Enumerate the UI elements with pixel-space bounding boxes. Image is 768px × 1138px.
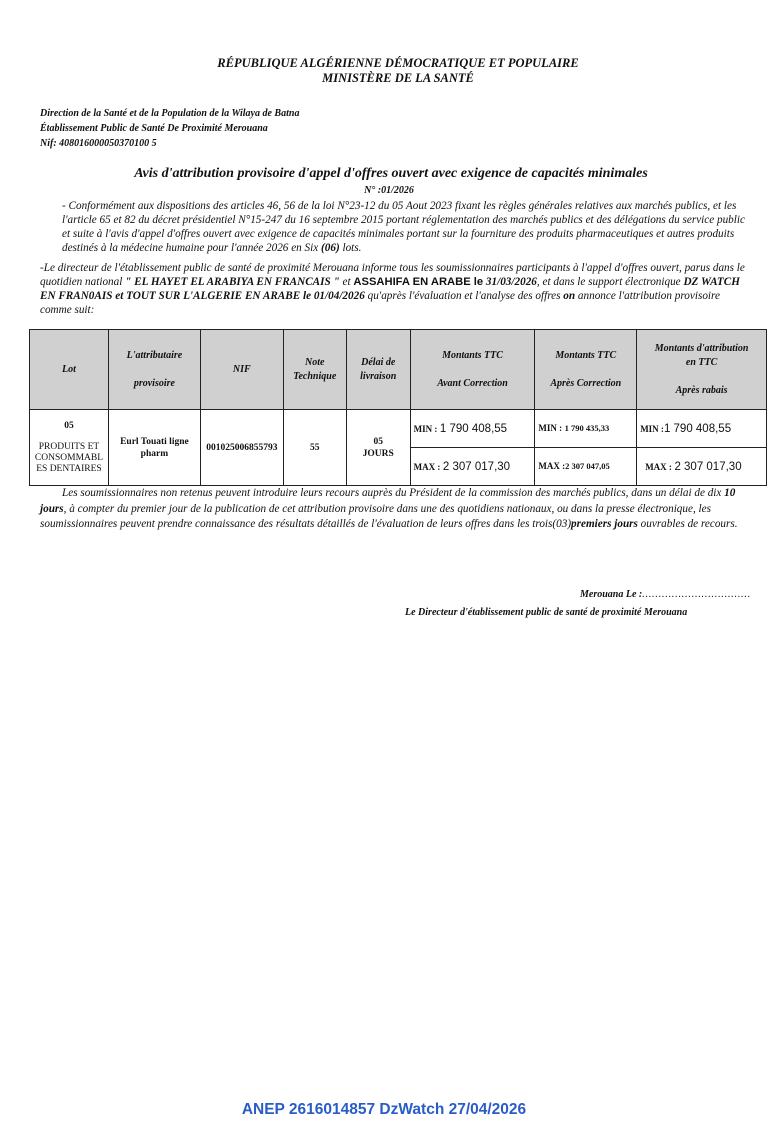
- header-avant-correction: Montants TTC Avant Correction: [410, 330, 535, 410]
- header-lot: Lot: [30, 330, 109, 410]
- p2-et-1: et: [339, 276, 354, 288]
- notice-title: Avis d'attribution provisoire d'appel d'offres ouvert avec exigence de capacités minimales: [134, 166, 648, 181]
- p2-newspaper-1: " EL HAYET EL ARABIYA EN FRANCAIS ": [125, 276, 340, 288]
- p2-text-b: dans le support électronique: [550, 276, 684, 288]
- cell-apres-min: MIN : 1 790 435,33: [535, 410, 637, 448]
- cell-avant-max: MAX : 2 307 017,30: [410, 448, 535, 486]
- signature-director: Le Directeur d'établissement public de santé de proximité Merouana: [405, 607, 688, 618]
- recourse-first-days: premiers jours: [571, 518, 638, 530]
- cell-delai: 05 JOURS: [346, 410, 410, 486]
- lot-name: PRODUITS ET CONSOMMABL ES DENTAIRES: [34, 441, 104, 474]
- header-delai: Délai de livraison: [346, 330, 410, 410]
- table-header-row: [30, 330, 767, 410]
- p2-newspaper-4: et TOUT SUR L'ALGERIE EN ARABE le 01/04/2026: [112, 290, 365, 302]
- footer-anep-reference: ANEP 2616014857 DzWatch 27/04/2026: [241, 1101, 527, 1118]
- cell-lot: [30, 410, 109, 486]
- cell-attributaire: Eurl Touati ligne pharm: [108, 410, 200, 486]
- p1-text: - Conformément aux dispositions des articles 46, 56 de la loi N°23-12 du 05 Aout 2023 fixant les règles générales relatives aux marchés publics, et les l'article 65 et 82 du décret présidentiel N°15-247 du 16 septembre 2015 portant réglementation des marchés publics et des délégations du service public et suite à l'avis d'appel d'offres ouvert avec exigence de capacités minimales portant sur la fourniture des produits pharmaceutiques et autres produits destinés à la médecine humaine pour l'année 2026 en Six: [62, 200, 745, 254]
- recourse-days: 10 jours: [40, 487, 736, 515]
- paragraph-publication: [40, 261, 752, 317]
- cell-apres-max: MAX :2 307 047,05: [535, 448, 637, 486]
- header-republic: RÉPUBLIQUE ALGÉRIENNE DÉMOCRATIQUE ET POPULAIRE: [217, 56, 579, 70]
- issuer-nif: Nif: 408016000050370100 5: [40, 138, 157, 149]
- p2-et-2: , et: [536, 276, 551, 288]
- p2-newspaper-2: ASSAHIFA EN ARABE le: [353, 276, 484, 288]
- issuer-establishment: Établissement Public de Santé De Proximité Merouana: [40, 123, 268, 134]
- notice-number: N° :01/2026: [364, 185, 414, 196]
- p2-text-c: qu'après l'évaluation et l'analyse des offres: [364, 290, 564, 302]
- cell-nif: 001025006855793: [200, 410, 283, 486]
- cell-rabais-min: MIN :1 790 408,55: [637, 410, 767, 448]
- header-nif: NIF: [200, 330, 283, 410]
- p1-end: lots.: [339, 242, 362, 254]
- issuer-block: [40, 106, 299, 151]
- p1-lots-count: (06): [321, 242, 340, 254]
- p2-text-d: annonce l'attribution provisoire comme suit:: [40, 290, 720, 316]
- header-ministry: MINISTÈRE DE LA SANTÉ: [322, 71, 474, 85]
- header-note: Note Technique: [283, 330, 346, 410]
- cell-avant-min: MIN : 1 790 408,55: [410, 410, 535, 448]
- attribution-table: [29, 329, 767, 486]
- cell-rabais-max: MAX : 2 307 017,30: [637, 448, 767, 486]
- p2-text-a: -Le directeur de l'établissement public de santé de proximité Merouana informe tous les soumissionnaires participants à l'appel d'offres ouvert, parus dans le quotidien national: [40, 262, 745, 288]
- issuer-direction: Direction de la Santé et de la Population de la Wilaya de Batna: [40, 108, 300, 119]
- p2-on: on: [563, 290, 576, 302]
- signature-place-date: Merouana Le :……………………………: [580, 589, 752, 600]
- header-apres-correction: Montants TTC Après Correction: [535, 330, 637, 410]
- cell-note: 55: [283, 410, 346, 486]
- table-row: [30, 410, 767, 448]
- p2-newspaper-3: DZ WATCH EN FRAN0AIS: [40, 276, 740, 302]
- paragraph-recourse: Les soumissionnaires non retenus peuvent introduire leurs recours auprès du Président de la commission des marchés publics, dans un délai de dix 10 jours, à compter du premier jour de la publication de cet attribution provisoire dans une des quotidiens nationaux, ou dans la presse électronique, les soumissionnaires peuvent prendre connaissance des résultats détaillés de l'évaluation de leurs offres dans les trois(03)premiers jours ouvrables de recours.: [40, 487, 738, 530]
- header-apres-rabais: Montants d'attribution en TTC Après rabais: [637, 330, 767, 410]
- date-placeholder: ……………………………: [642, 589, 752, 600]
- p2-date-1: 31/03/2026: [483, 276, 537, 288]
- header-attributaire: L'attributaire provisoire: [108, 330, 200, 410]
- lot-number: 05: [64, 420, 74, 431]
- recourse-three: (03): [552, 518, 572, 530]
- paragraph-legal-basis: [62, 199, 746, 255]
